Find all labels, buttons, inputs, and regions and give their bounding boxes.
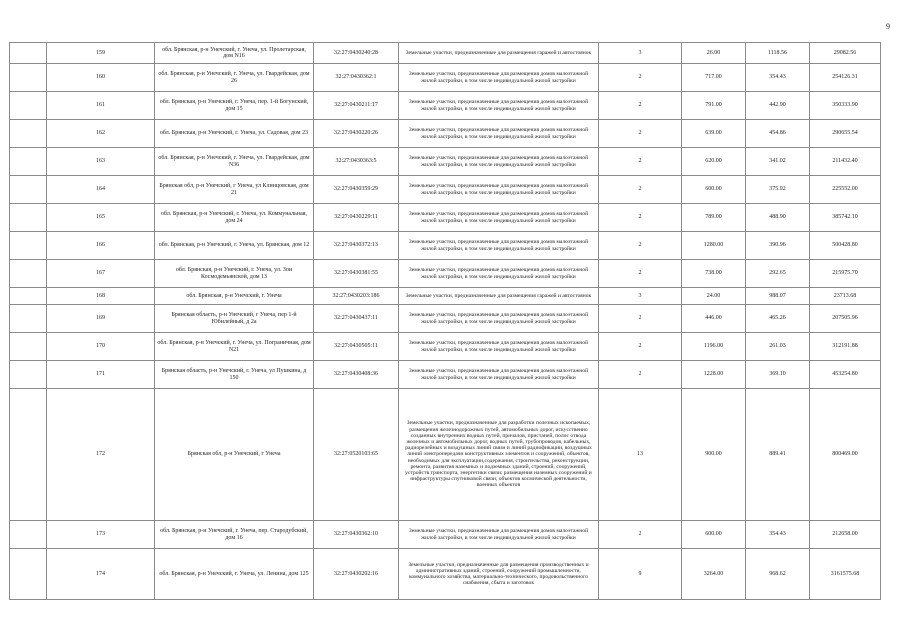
cell-area: 1228.00 (682, 361, 746, 389)
cell-value: 212658.00 (810, 521, 881, 549)
cell-use: Земельные участки, предназначенные для размещения домов малоэтажной жилой застройки, в том числе индивидуальной жилой застройки (399, 204, 599, 232)
cell-cadastral: 32:27:0430362:10 (314, 521, 399, 549)
cell-group: 13 (599, 389, 682, 521)
cell-cadastral: 32:27:0430363:5 (314, 148, 399, 176)
cell-address: обл. Брянская, р-н Унечский, г. Унеча, ул. Брянская, дом 12 (155, 232, 314, 260)
table-row (10, 288, 881, 305)
cell-rate: 442.90 (746, 92, 810, 120)
cell-num: 165 (47, 204, 155, 232)
cell-use: Земельные участки, предназначенные для размещения гаражей и автостоянок (399, 43, 599, 64)
cell-value: 225552.00 (810, 176, 881, 204)
cell-value: 385742.10 (810, 204, 881, 232)
cell-group: 2 (599, 204, 682, 232)
cell-rate: 465.26 (746, 305, 810, 333)
cell-address: обл. Брянская, р-н Унечский, г. Унеча, ул. Зои Космодемьянской, дом 13 (155, 260, 314, 288)
cell-address: обл. Брянская, р-н Унечский, г. Унеча, ул. Пограничная, дом N21 (155, 333, 314, 361)
cell-use: Земельные участки, предназначенные для размещения домов малоэтажной жилой застройки, в том числе индивидуальной жилой застройки (399, 260, 599, 288)
table-row (10, 43, 881, 64)
table-row (10, 176, 881, 204)
cell-use: Земельные участки, предназначенные для размещения гаражей и автостоянок (399, 288, 599, 305)
cell-cadastral: 32:27:0430229:11 (314, 204, 399, 232)
cell-num: 169 (47, 305, 155, 333)
cell-use: Земельные участки, предназначенные для размещения домов малоэтажной жилой застройки, в том числе индивидуальной жилой застройки (399, 305, 599, 333)
cell-num: 174 (47, 549, 155, 600)
cell-rate: 261.03 (746, 333, 810, 361)
cell-area: 717.00 (682, 64, 746, 92)
cell-rate: 968.62 (746, 549, 810, 600)
cell-address: Брянская область, р-н Унечский, г. Унеча, ул Пушкина, д 150 (155, 361, 314, 389)
cell-value: 800469.00 (810, 389, 881, 521)
cell-value: 500428.80 (810, 232, 881, 260)
cell-cadastral: 32:27:0430240:28 (314, 43, 399, 64)
cell-use: Земельные участки, предназначенные для разработки полезных ископаемых, размещения железнодорожных путей, автомобильных дорог, искусственно созданных внутренних водных путей, причалов, пристаней, полос отвода железных и автомобильных дорог, водных путей, трубопроводов, кабельных, радиорелейных и воздушных линий связи и линий радиофикации, воздушных линий электропередачи конструктивных элементов и сооружений, объектов, необходимых для эксплуатации,содержания, строительства, реконструкции, ремонта, развития наземных и подземных зданий, строений, сооружений, устройств транспорта, энергетики связи; размещения наземных сооружений и инфраструктуры спутниковой связи, объектов космической деятельности, военных объектов (399, 389, 599, 521)
blank-cell (10, 260, 47, 288)
table-row (10, 204, 881, 232)
cell-group: 2 (599, 176, 682, 204)
cell-area: 639.00 (682, 120, 746, 148)
table-row (10, 120, 881, 148)
cell-use: Земельные участки, предназначенные для размещения домов малоэтажной жилой застройки, в том числе индивидуальной жилой застройки (399, 92, 599, 120)
table-row (10, 361, 881, 389)
table-row (10, 260, 881, 288)
cell-num: 163 (47, 148, 155, 176)
cell-num: 160 (47, 64, 155, 92)
cell-num: 166 (47, 232, 155, 260)
cell-address: обл. Брянская, р-н Унечский, г. Унеча, ул. Гвардейская, дом 26 (155, 64, 314, 92)
cell-use: Земельные участки, предназначенные для размещения домов малоэтажной жилой застройки, в том числе индивидуальной жилой застройки (399, 176, 599, 204)
cell-num: 172 (47, 389, 155, 521)
blank-cell (10, 288, 47, 305)
cell-area: 600.00 (682, 176, 746, 204)
table-row (10, 232, 881, 260)
cell-group: 2 (599, 92, 682, 120)
blank-cell (10, 148, 47, 176)
table-row (10, 389, 881, 521)
cell-group: 2 (599, 333, 682, 361)
cell-value: 254126.31 (810, 64, 881, 92)
blank-cell (10, 389, 47, 521)
cell-rate: 1118.56 (746, 43, 810, 64)
cell-cadastral: 32:27:0430437:11 (314, 305, 399, 333)
cell-group: 2 (599, 361, 682, 389)
cell-address: Брянская обл, р-н Унечский, г Унеча, ул Клинцовская, дом 21 (155, 176, 314, 204)
cell-use: Земельные участки, предназначенные для размещения домов малоэтажной жилой застройки, в том числе индивидуальной жилой застройки (399, 232, 599, 260)
cell-num: 167 (47, 260, 155, 288)
page-number: 9 (886, 22, 890, 31)
cell-address: обл. Брянская, р-н Унечский, г. Унеча, ул. Ленина, дом 125 (155, 549, 314, 600)
cell-address: обл. Брянская, р-н Унечский, г. Унеча, ул. Гвардейская, дом N36 (155, 148, 314, 176)
cell-cadastral: 32:27:0520103:65 (314, 389, 399, 521)
cell-num: 173 (47, 521, 155, 549)
cell-address: обл. Брянская, р-н Унечский, г. Унеча, ул. Коммунальная, дом 24 (155, 204, 314, 232)
blank-cell (10, 64, 47, 92)
cell-num: 168 (47, 288, 155, 305)
cell-area: 1196.00 (682, 333, 746, 361)
cell-area: 900.00 (682, 389, 746, 521)
blank-cell (10, 232, 47, 260)
cell-area: 24.00 (682, 288, 746, 305)
blank-cell (10, 120, 47, 148)
cell-rate: 354.43 (746, 64, 810, 92)
cell-rate: 292.65 (746, 260, 810, 288)
table-row (10, 305, 881, 333)
blank-cell (10, 176, 47, 204)
cell-area: 789.00 (682, 204, 746, 232)
cell-cadastral: 32:27:0430408:36 (314, 361, 399, 389)
cell-group: 2 (599, 232, 682, 260)
cell-value: 453254.80 (810, 361, 881, 389)
cell-value: 350333.90 (810, 92, 881, 120)
cell-group: 2 (599, 148, 682, 176)
cell-use: Земельные участки, предназначенные для размещения производственных и административных зданий, строений, сооружений промышленности, коммунального хозяйства, материально-технического, продовольственного снабжения, сбыта и заготовок (399, 549, 599, 600)
cell-num: 162 (47, 120, 155, 148)
cell-rate: 390.96 (746, 232, 810, 260)
table-row (10, 549, 881, 600)
blank-cell (10, 361, 47, 389)
cell-address: обл. Брянская, р-н Унечский, г. Унеча, пер. 1-й Богунский, дом 15 (155, 92, 314, 120)
blank-cell (10, 92, 47, 120)
cell-rate: 375.92 (746, 176, 810, 204)
cell-rate: 488.90 (746, 204, 810, 232)
cell-rate: 354.43 (746, 521, 810, 549)
blank-cell (10, 204, 47, 232)
table-row (10, 333, 881, 361)
cell-cadastral: 32:27:0430381:55 (314, 260, 399, 288)
cell-group: 3 (599, 43, 682, 64)
cell-cadastral: 32:27:0430505:11 (314, 333, 399, 361)
table-row (10, 64, 881, 92)
cell-num: 161 (47, 92, 155, 120)
cell-cadastral: 32:27:0430359:29 (314, 176, 399, 204)
table-row (10, 92, 881, 120)
table-row (10, 521, 881, 549)
cell-group: 2 (599, 260, 682, 288)
cell-num: 170 (47, 333, 155, 361)
table-row (10, 148, 881, 176)
cell-use: Земельные участки, предназначенные для размещения домов малоэтажной жилой застройки, в том числе индивидуальной жилой застройки (399, 64, 599, 92)
cell-cadastral: 32:27:0430372:13 (314, 232, 399, 260)
cell-use: Земельные участки, предназначенные для размещения домов малоэтажной жилой застройки, в том числе индивидуальной жилой застройки (399, 333, 599, 361)
cell-value: 23713.68 (810, 288, 881, 305)
cell-cadastral: 32:27:0430211:17 (314, 92, 399, 120)
cell-group: 9 (599, 549, 682, 600)
cell-rate: 988.07 (746, 288, 810, 305)
cell-value: 211432.40 (810, 148, 881, 176)
cell-value: 3161575.68 (810, 549, 881, 600)
land-plots-table (9, 42, 881, 600)
cell-area: 1280.00 (682, 232, 746, 260)
cell-value: 312191.88 (810, 333, 881, 361)
cell-area: 600.00 (682, 521, 746, 549)
cell-rate: 341.02 (746, 148, 810, 176)
cell-rate: 369.10 (746, 361, 810, 389)
cell-address: Брянская обл, р-н Унечский, г Унеча (155, 389, 314, 521)
cell-address: обл. Брянская, р-н Унечский, г. Унеча (155, 288, 314, 305)
cell-value: 215975.70 (810, 260, 881, 288)
cell-address: обл. Брянская, р-н Унечский, г. Унеча, ул. Садовая, дом 23 (155, 120, 314, 148)
cell-value: 290655.54 (810, 120, 881, 148)
cell-value: 207505.96 (810, 305, 881, 333)
blank-cell (10, 333, 47, 361)
cell-rate: 889.41 (746, 389, 810, 521)
cell-area: 791.00 (682, 92, 746, 120)
cell-num: 159 (47, 43, 155, 64)
blank-cell (10, 43, 47, 64)
cell-cadastral: 32:27:0430220:26 (314, 120, 399, 148)
cell-address: Брянская область, р-н Унечский, г Унеча, пер 1-й Юбилейный, д 2а (155, 305, 314, 333)
cell-rate: 454.86 (746, 120, 810, 148)
cell-cadastral: 32:27:0430362:1 (314, 64, 399, 92)
cell-address: обл. Брянская, р-н Унечский, г. Унеча, ул. Пролетарская, дом N16 (155, 43, 314, 64)
cell-area: 3264.00 (682, 549, 746, 600)
cell-cadastral: 32:27:0430203:186 (314, 288, 399, 305)
cell-num: 164 (47, 176, 155, 204)
cell-group: 2 (599, 120, 682, 148)
cell-use: Земельные участки, предназначенные для размещения домов малоэтажной жилой застройки, в том числе индивидуальной жилой застройки (399, 120, 599, 148)
cell-group: 2 (599, 64, 682, 92)
cell-num: 171 (47, 361, 155, 389)
cell-use: Земельные участки, предназначенные для размещения домов малоэтажной жилой застройки, в том числе индивидуальной жилой застройки (399, 521, 599, 549)
blank-cell (10, 549, 47, 600)
cell-area: 620.00 (682, 148, 746, 176)
cell-use: Земельные участки, предназначенные для размещения домов малоэтажной жилой застройки, в том числе индивидуальной жилой застройки (399, 148, 599, 176)
cell-value: 29082.56 (810, 43, 881, 64)
cell-group: 2 (599, 521, 682, 549)
cell-use: Земельные участки, предназначенные для размещения домов малоэтажной жилой застройки, в том числе индивидуальной жилой застройки (399, 361, 599, 389)
cell-area: 738.00 (682, 260, 746, 288)
cell-address: обл. Брянская, р-н Унечский, г. Унеча, пер. Стародубский, дом 16 (155, 521, 314, 549)
cell-group: 3 (599, 288, 682, 305)
cell-area: 446.00 (682, 305, 746, 333)
blank-cell (10, 305, 47, 333)
cell-group: 2 (599, 305, 682, 333)
cell-area: 26.00 (682, 43, 746, 64)
cell-cadastral: 32:27:0430202:16 (314, 549, 399, 600)
blank-cell (10, 521, 47, 549)
